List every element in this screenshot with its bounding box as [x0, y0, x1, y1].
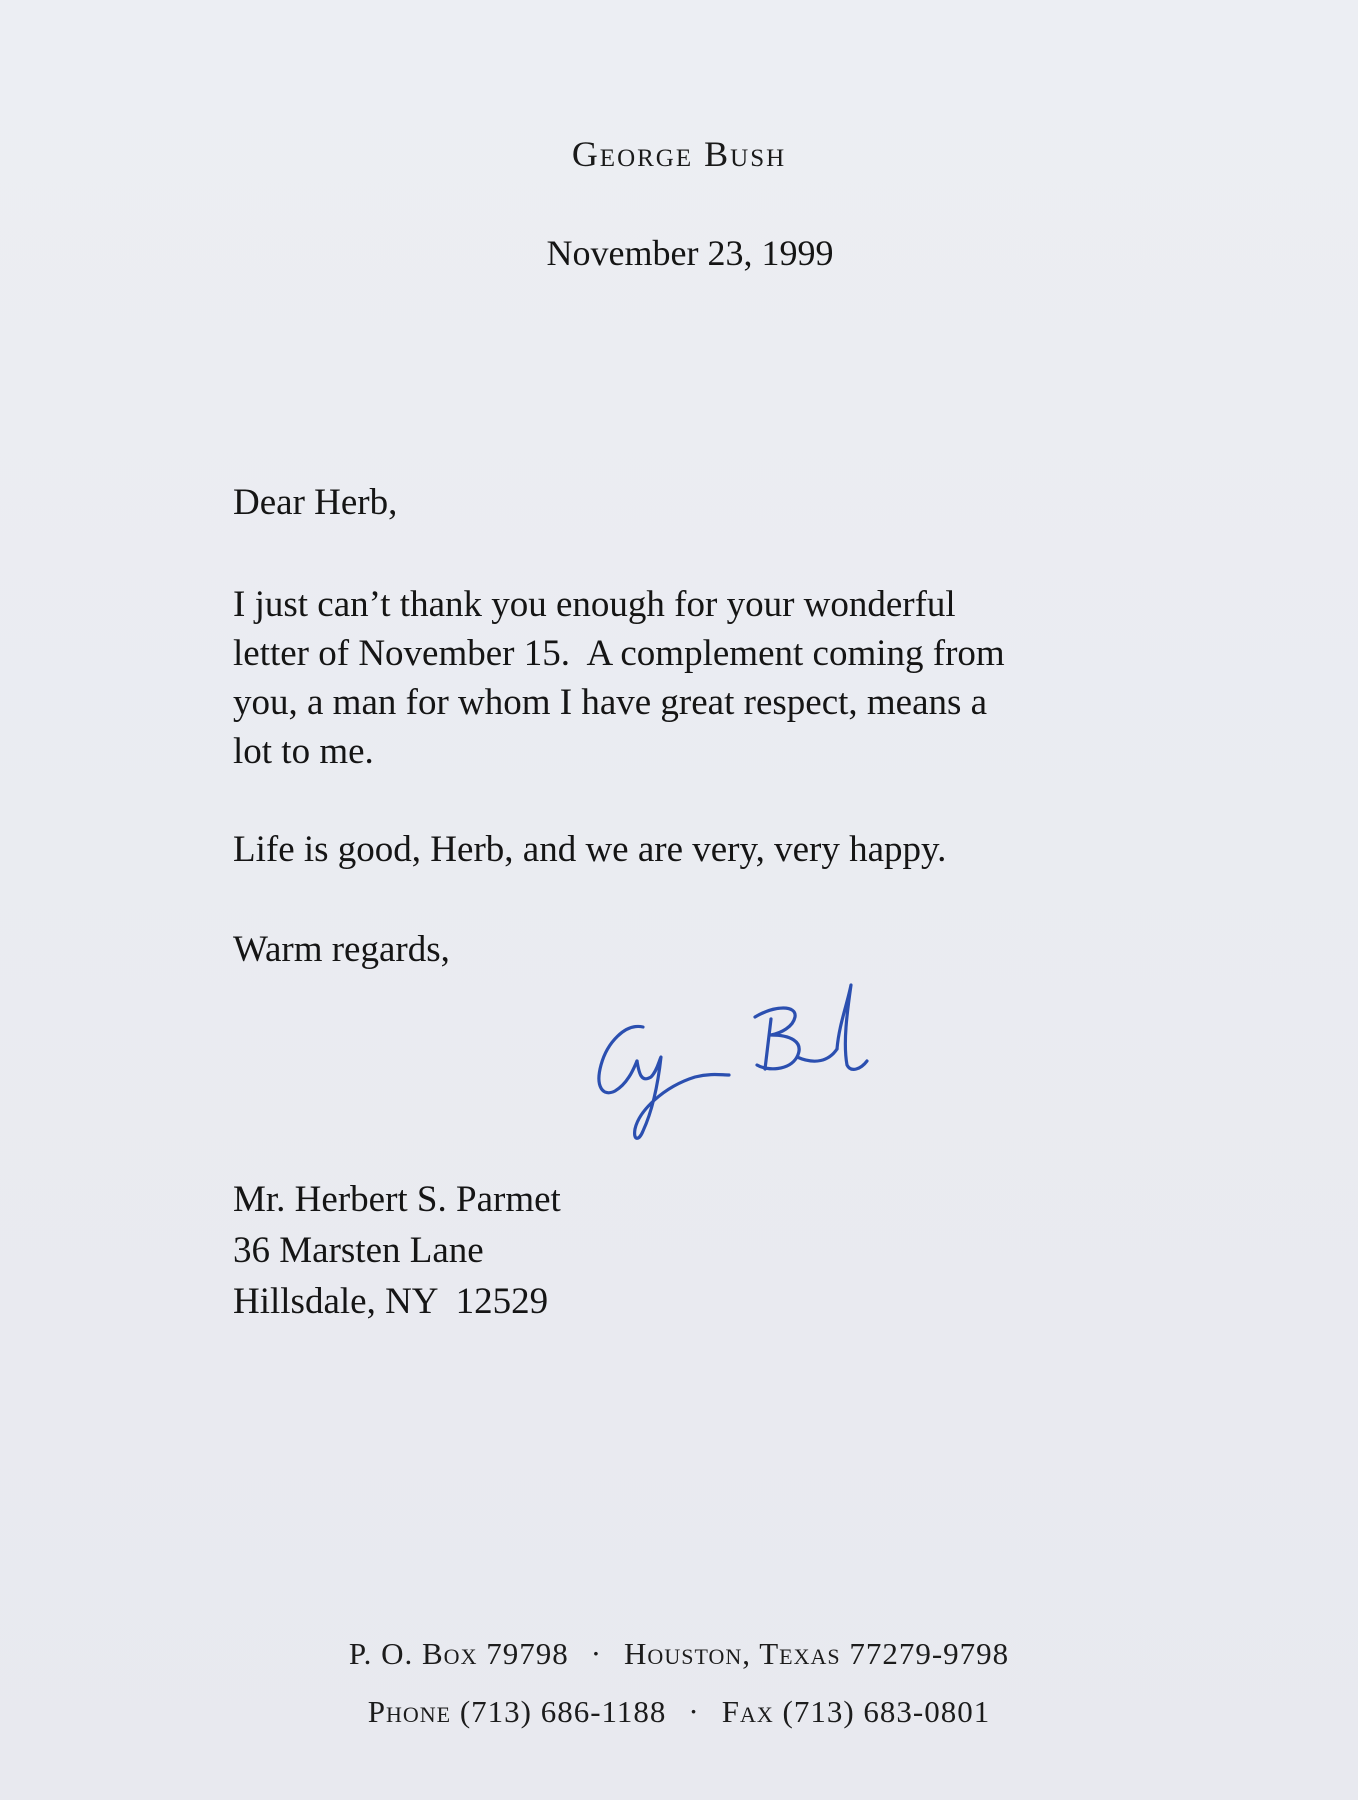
footer-fax: Fax (713) 683-0801 [721, 1694, 991, 1729]
paragraph-1 [233, 580, 1133, 776]
paragraph-1-line-4: lot to me. [233, 731, 374, 772]
letterhead: George Bush [571, 134, 787, 174]
footer-phone: Phone (713) 686-1188 [367, 1694, 667, 1729]
footer-separator-2: · [688, 1694, 700, 1729]
signature [585, 965, 985, 1165]
letter-date: November 23, 1999 [546, 233, 834, 273]
footer-separator: · [590, 1636, 603, 1671]
footer-box: P. O. Box 79798 [348, 1636, 569, 1671]
paragraph-1-line-3: you, a man for whom I have great respect, means a [233, 682, 988, 723]
paragraph-2: Life is good, Herb, and we are very, very happy. [233, 829, 947, 870]
recipient-city: Hillsdale, NY 12529 [233, 1281, 549, 1322]
recipient-name: Mr. Herbert S. Parmet [233, 1179, 561, 1220]
footer-city: Houston, Texas 77279-9798 [624, 1636, 1010, 1671]
paragraph-1-line-2: letter of November 15. A complement coming from [233, 633, 1005, 674]
footer-address [0, 1636, 1358, 1672]
recipient-address [233, 1174, 561, 1327]
footer-contact [0, 1694, 1358, 1730]
closing: Warm regards, [233, 929, 450, 970]
paragraph-1-line-1: I just can’t thank you enough for your wonderful [233, 584, 956, 625]
salutation: Dear Herb, [233, 482, 398, 523]
recipient-street: 36 Marsten Lane [233, 1230, 484, 1271]
